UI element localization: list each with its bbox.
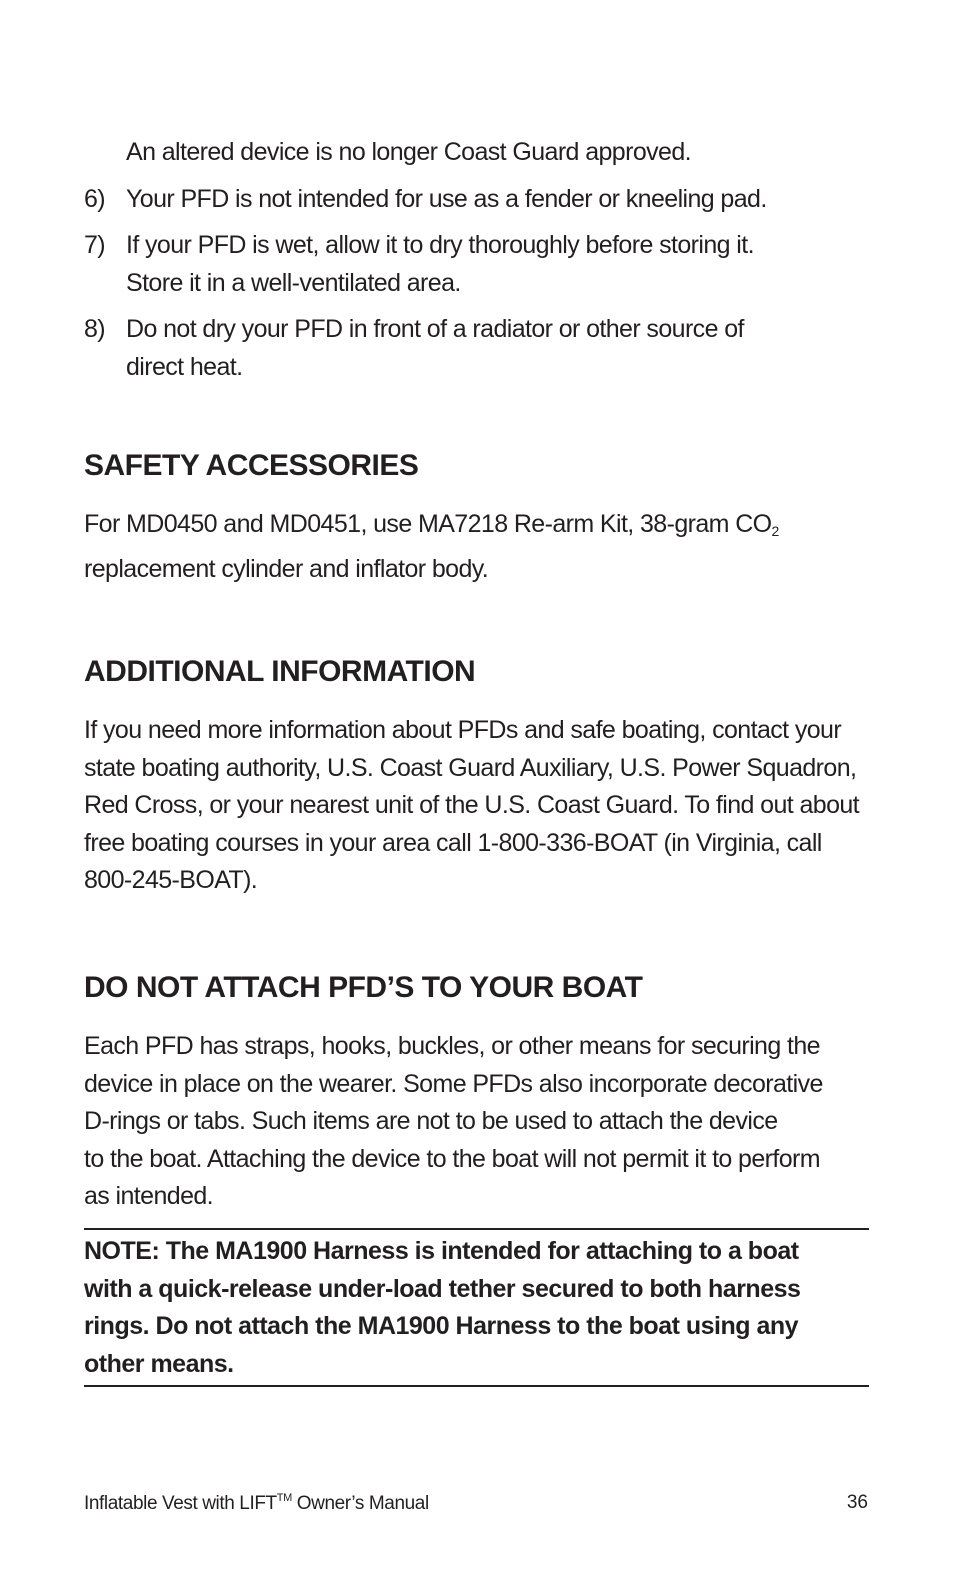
do-not-attach-heading: DO NOT ATTACH PFD’S TO YOUR BOAT (84, 971, 643, 1004)
footer-title-suffix: Owner’s Manual (291, 1493, 429, 1514)
safety-accessories-heading: SAFETY ACCESSORIES (84, 449, 419, 482)
list-item-7 (84, 227, 870, 302)
paragraph-line: as intended. (84, 1182, 214, 1210)
list-text-line: Do not dry your PFD in front of a radiator or other source of (126, 315, 744, 343)
list-number: 7) (84, 231, 106, 259)
additional-information-text: If you need more information about PFDs and safe boating, contact your state boating authority, U.S. Coast Guard Auxiliary, U.S. Power Squadron, Red Cross, or your nearest unit of the U.S. Coast Guard. To find out about free boating courses in your area call 1-800-336-BOAT (in Virginia, call 800-245-BOAT). (84, 716, 860, 894)
list-item-8 (84, 311, 870, 386)
list-text: Your PFD is not intended for use as a fender or kneeling pad. (126, 184, 767, 213)
additional-information-heading: ADDITIONAL INFORMATION (84, 655, 476, 688)
do-not-attach-text (84, 1028, 884, 1216)
note-line: rings. Do not attach the MA1900 Harness to the boat using any (84, 1312, 799, 1340)
trademark-superscript: TM (276, 1492, 292, 1504)
note-line: NOTE: The MA1900 Harness is intended for attaching to a boat (84, 1237, 799, 1265)
note-line: other means. (84, 1349, 234, 1378)
paragraph-line: to the boat. Attaching the device to the boat will not permit it to perform (84, 1144, 820, 1173)
care-instructions-list (84, 134, 870, 395)
list-text (126, 311, 870, 386)
list-item-6 (84, 181, 870, 219)
safety-text-part: For MD0450 and MD0451, use MA7218 Re-arm Kit, 38-gram CO (84, 510, 772, 538)
footer-title-text: Inflatable Vest with LIFT (84, 1493, 277, 1514)
page-number: 36 (846, 1492, 868, 1513)
co2-subscript: 2 (771, 523, 780, 539)
safety-text-part: replacement cylinder and inflator body. (84, 554, 489, 583)
list-text-line: direct heat. (126, 352, 243, 381)
paragraph-line: D-rings or tabs. Such items are not to be used to attach the device (84, 1107, 778, 1135)
list-number: 6) (84, 184, 106, 213)
note-line: with a quick-release under-load tether secured to both harness (84, 1274, 801, 1303)
manual-page (84, 0, 870, 1572)
list-number: 8) (84, 315, 106, 343)
list-item-continuation: An altered device is no longer Coast Guard approved. (126, 138, 691, 166)
footer-manual-title (84, 1492, 429, 1515)
paragraph-line: device in place on the wearer. Some PFDs also incorporate decorative (84, 1069, 823, 1098)
list-text-line: If your PFD is wet, allow it to dry thoroughly before storing it. (126, 231, 754, 259)
safety-accessories-text (84, 506, 870, 588)
note-bottom-rule (84, 1385, 869, 1387)
note-top-rule (84, 1228, 869, 1230)
list-text-line: Store it in a well-ventilated area. (126, 268, 461, 297)
paragraph-line: Each PFD has straps, hooks, buckles, or other means for securing the (84, 1032, 820, 1060)
list-text (126, 227, 870, 302)
harness-note (84, 1233, 870, 1383)
